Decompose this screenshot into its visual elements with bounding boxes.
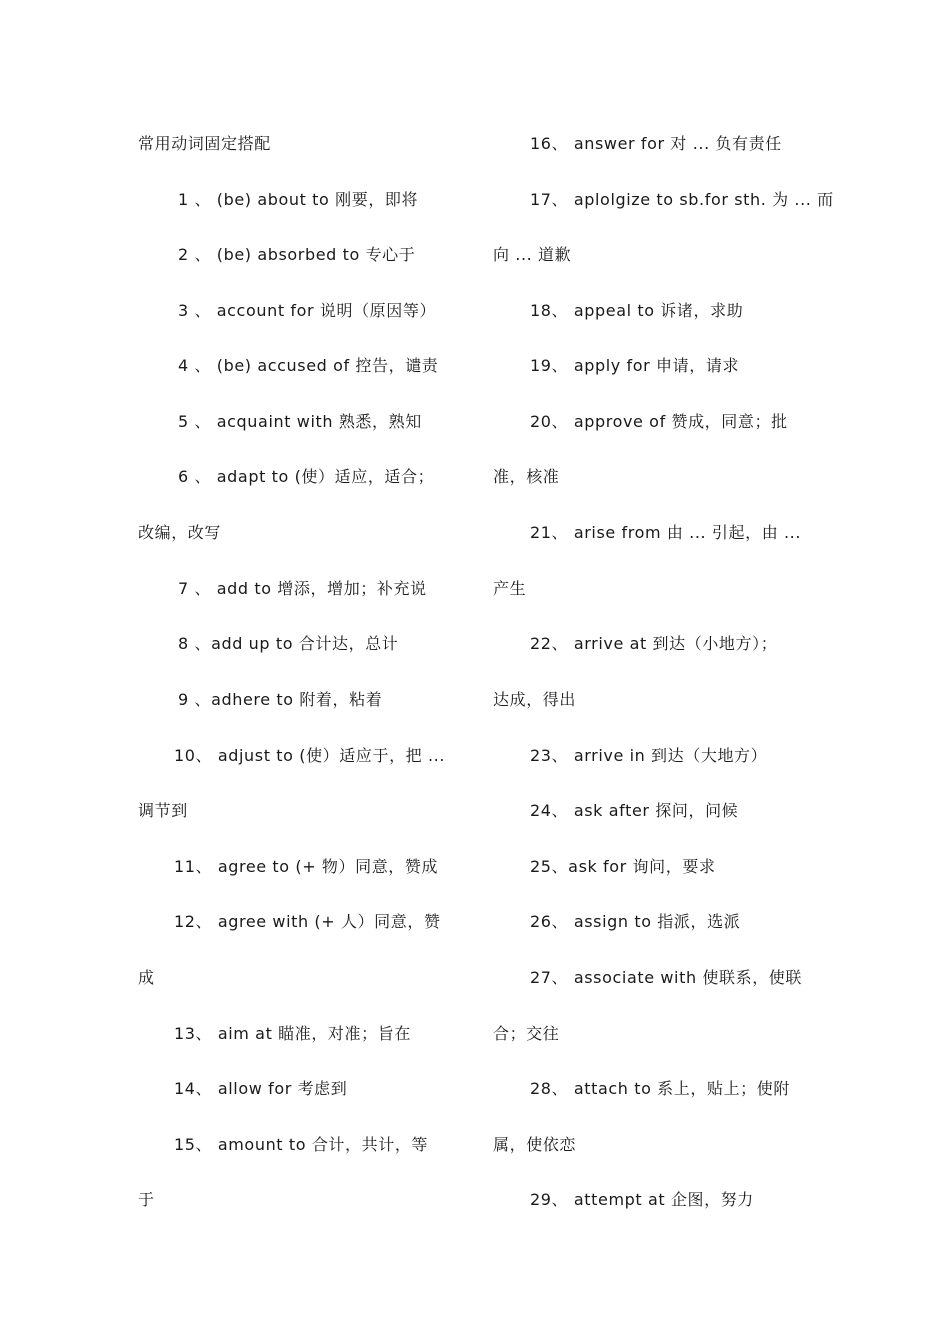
entry-10: 10、 adjust to (使）适应于，把 ... bbox=[174, 746, 446, 765]
entry-3: 3 、 account for 说明（原因等） bbox=[178, 301, 437, 320]
entry-22: 22、 arrive at 到达（小地方）； bbox=[530, 634, 778, 653]
entry-15-continuation: 于 bbox=[138, 1190, 155, 1209]
entry-8: 8 、add up to 合计达，总计 bbox=[178, 634, 399, 653]
entry-29: 29、 attempt at 企图，努力 bbox=[530, 1190, 754, 1209]
entry-28: 28、 attach to 系上，贴上；使附 bbox=[530, 1079, 790, 1098]
entry-16: 16、 answer for 对 ... 负有责任 bbox=[530, 134, 782, 153]
entry-25: 25、ask for 询问，要求 bbox=[530, 857, 716, 876]
entry-20-continuation: 准，核准 bbox=[493, 467, 560, 486]
entry-23: 23、 arrive in 到达（大地方） bbox=[530, 746, 768, 765]
entry-12-continuation: 成 bbox=[138, 968, 155, 987]
entry-7: 7 、 add to 增添，增加；补充说 bbox=[178, 579, 427, 598]
entry-21-continuation: 产生 bbox=[493, 579, 527, 598]
entry-1: 1 、 (be) about to 刚要，即将 bbox=[178, 190, 419, 209]
entry-19: 19、 apply for 申请，请求 bbox=[530, 356, 740, 375]
entry-11: 11、 agree to (+ 物）同意，赞成 bbox=[174, 857, 439, 876]
entry-17: 17、 aplolgize to sb.for sth. 为 ... 而 bbox=[530, 190, 834, 209]
entry-14: 14、 allow for 考虑到 bbox=[174, 1079, 348, 1098]
entry-26: 26、 assign to 指派，选派 bbox=[530, 912, 741, 931]
entry-27: 27、 associate with 使联系，使联 bbox=[530, 968, 802, 987]
entry-6: 6 、 adapt to (使）适应，适合； bbox=[178, 467, 435, 486]
entry-24: 24、 ask after 探问，问候 bbox=[530, 801, 739, 820]
entry-12: 12、 agree with (+ 人）同意，赞 bbox=[174, 912, 441, 931]
document-title: 常用动词固定搭配 bbox=[138, 134, 271, 153]
entry-17-continuation: 向 ... 道歉 bbox=[493, 245, 572, 264]
entry-4: 4 、 (be) accused of 控告，谴责 bbox=[178, 356, 439, 375]
entry-6-continuation: 改编，改写 bbox=[138, 523, 222, 542]
entry-15: 15、 amount to 合计，共计，等 bbox=[174, 1135, 429, 1154]
entry-13: 13、 aim at 瞄准，对准；旨在 bbox=[174, 1024, 411, 1043]
entry-9: 9 、adhere to 附着，粘着 bbox=[178, 690, 383, 709]
entry-20: 20、 approve of 赞成，同意；批 bbox=[530, 412, 788, 431]
entry-27-continuation: 合；交往 bbox=[493, 1024, 560, 1043]
entry-5: 5 、 acquaint with 熟悉，熟知 bbox=[178, 412, 422, 431]
entry-21: 21、 arise from 由 ... 引起，由 ... bbox=[530, 523, 802, 542]
entry-10-continuation: 调节到 bbox=[138, 801, 188, 820]
entry-18: 18、 appeal to 诉诸，求助 bbox=[530, 301, 744, 320]
entry-22-continuation: 达成，得出 bbox=[493, 690, 577, 709]
entry-2: 2 、 (be) absorbed to 专心于 bbox=[178, 245, 416, 264]
entry-28-continuation: 属，使依恋 bbox=[493, 1135, 577, 1154]
